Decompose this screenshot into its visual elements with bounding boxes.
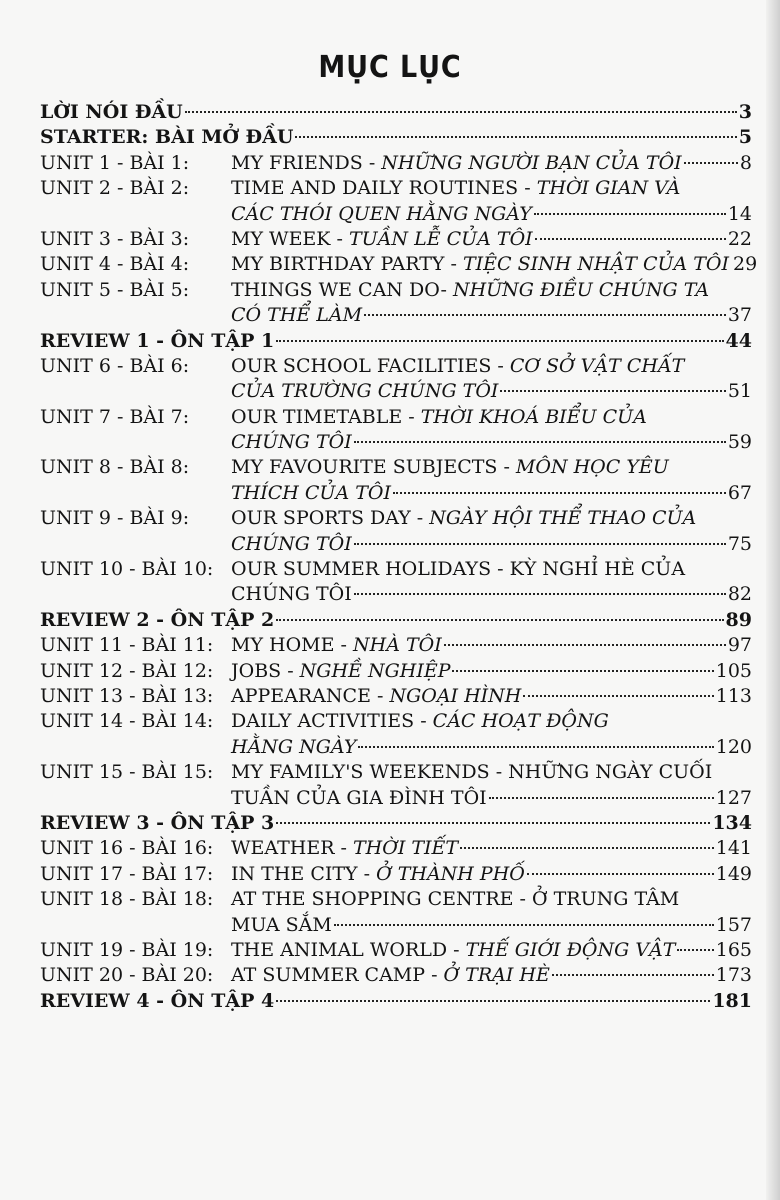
dot-leader <box>489 797 714 799</box>
toc-line <box>40 430 752 455</box>
unit-title-vi: MÔN HỌC YÊU <box>515 456 669 479</box>
toc-entry[interactable] <box>40 963 752 988</box>
toc-line <box>40 252 758 277</box>
section-title: STARTER: BÀI MỞ ĐẦU <box>40 126 294 149</box>
unit-title <box>231 278 752 303</box>
toc-row <box>231 582 752 607</box>
unit-title-vi: THỜI GIAN VÀ <box>536 177 681 200</box>
unit-title-en: MY FAVOURITE SUBJECTS - <box>231 456 516 479</box>
unit-title-en: OUR SPORTS DAY - <box>231 507 430 530</box>
dot-leader <box>527 873 714 875</box>
unit-title-en: AT SUMMER CAMP - <box>231 964 444 987</box>
toc-entry[interactable] <box>40 278 752 329</box>
toc-entry[interactable] <box>40 405 752 456</box>
unit-code: UNIT 2 - BÀI 2: <box>40 177 190 200</box>
toc-entry[interactable] <box>40 709 752 760</box>
unit-title-vi: TUẦN LỄ CỦA TÔI <box>349 227 533 250</box>
unit-code: UNIT 20 - BÀI 20: <box>40 964 214 987</box>
unit-title-en: MY BIRTHDAY PARTY - <box>231 253 463 276</box>
dot-leader <box>295 136 736 138</box>
page-number: 44 <box>725 329 752 352</box>
page-title: MỤC LỤC <box>318 50 462 85</box>
page-number: 113 <box>715 684 752 707</box>
toc-line <box>40 709 752 734</box>
toc-line <box>40 913 752 938</box>
toc-line <box>40 354 752 379</box>
unit-title <box>231 354 752 379</box>
unit-title <box>231 227 533 252</box>
unit-title-en: OUR SCHOOL FACILITIES - <box>231 354 510 377</box>
toc-line <box>40 329 752 354</box>
dot-leader <box>523 695 713 697</box>
unit-title <box>231 963 550 988</box>
table-of-contents <box>40 100 758 1014</box>
page-number: 165 <box>715 938 752 961</box>
unit-title <box>231 151 682 176</box>
toc-line <box>40 278 752 303</box>
toc-line <box>40 176 752 201</box>
page-number: 75 <box>727 532 752 555</box>
toc-entry[interactable] <box>40 100 752 125</box>
dot-leader <box>276 619 723 621</box>
toc-line <box>40 405 752 430</box>
unit-title <box>231 836 458 861</box>
toc-line <box>40 938 752 963</box>
unit-code: UNIT 16 - BÀI 16: <box>40 837 214 860</box>
toc-line <box>40 786 752 811</box>
toc-entry[interactable] <box>40 938 752 963</box>
unit-code: UNIT 13 - BÀI 13: <box>40 684 214 707</box>
toc-entry[interactable] <box>40 455 752 506</box>
unit-code: UNIT 11 - BÀI 11: <box>40 634 214 657</box>
page-number: 37 <box>727 304 752 327</box>
toc-line <box>40 532 752 557</box>
dot-leader <box>358 746 713 748</box>
unit-title-vi-cont: CHÚNG TÔI <box>231 532 352 555</box>
toc-row <box>231 202 752 227</box>
toc-row <box>40 125 752 150</box>
dot-leader <box>452 670 713 672</box>
page-number: 120 <box>715 735 752 758</box>
page-number: 67 <box>727 481 752 504</box>
page-number: 173 <box>715 964 752 987</box>
page-number: 141 <box>715 837 752 860</box>
unit-code: UNIT 7 - BÀI 7: <box>40 405 190 428</box>
toc-entry[interactable] <box>40 659 752 684</box>
dot-leader <box>534 213 726 215</box>
page-number: 5 <box>738 126 752 149</box>
toc-line <box>40 125 752 150</box>
page-edge-shadow <box>766 0 780 1200</box>
page-number: 105 <box>715 659 752 682</box>
toc-entry[interactable] <box>40 684 752 709</box>
toc-line <box>40 151 752 176</box>
unit-title-vi: NHỮNG ĐIỀU CHÚNG TA <box>452 278 710 301</box>
section-title: REVIEW 2 - ÔN TẬP 2 <box>40 608 275 631</box>
unit-title-vi-cont: CÁC THÓI QUEN HẰNG NGÀY <box>231 202 532 225</box>
section-title: REVIEW 4 - ÔN TẬP 4 <box>40 989 275 1012</box>
page-number: 127 <box>715 786 752 809</box>
unit-title-vi-cont: CHÚNG TÔI <box>231 431 352 454</box>
toc-entry[interactable] <box>40 506 752 557</box>
toc-line <box>40 379 752 404</box>
page-number: 29 <box>733 253 758 276</box>
toc-row <box>40 811 752 836</box>
dot-leader <box>185 111 737 113</box>
dot-leader <box>444 644 726 646</box>
unit-title-vi-cont: CỦA TRƯỜNG CHÚNG TÔI <box>231 380 499 403</box>
section-title: LỜI NÓI ĐẦU <box>40 101 183 123</box>
toc-line <box>40 989 752 1014</box>
toc-row <box>231 227 752 252</box>
toc-entry[interactable] <box>40 760 752 811</box>
unit-title-vi-cont: CÓ THỂ LÀM <box>231 304 363 327</box>
toc-row <box>231 913 752 938</box>
unit-title-en: APPEARANCE - <box>231 684 390 707</box>
unit-title-vi: THỜI KHOÁ BIỂU CỦA <box>420 405 647 428</box>
toc-entry[interactable] <box>40 329 752 354</box>
unit-title <box>231 455 752 480</box>
dot-leader <box>500 390 725 392</box>
unit-code: UNIT 14 - BÀI 14: <box>40 710 214 733</box>
unit-title-en-cont: CHÚNG TÔI <box>231 583 352 606</box>
dot-leader <box>276 1000 710 1002</box>
unit-title-vi: THỜI TIẾT <box>353 837 459 860</box>
unit-title <box>231 633 442 658</box>
unit-title-en-cont: TUẦN CỦA GIA ĐÌNH TÔI <box>231 786 487 809</box>
unit-title-vi: NGHỀ NGHIỆP <box>299 659 451 682</box>
page-number: 82 <box>727 583 752 606</box>
unit-title <box>231 506 752 531</box>
toc-line <box>40 963 752 988</box>
unit-title-en: OUR SUMMER HOLIDAYS - KỲ NGHỈ HÈ CỦA <box>231 558 686 581</box>
unit-title-vi: NHÀ TÔI <box>353 634 442 657</box>
unit-title <box>231 709 752 734</box>
toc-line <box>40 684 752 709</box>
dot-leader <box>334 924 714 926</box>
toc-line <box>40 633 752 658</box>
dot-leader <box>276 822 710 824</box>
toc-entry[interactable] <box>40 989 752 1014</box>
page-number: 134 <box>712 811 752 834</box>
unit-title-vi: THẾ GIỚI ĐỘNG VẬT <box>465 938 676 961</box>
toc-row <box>231 862 752 887</box>
unit-title-vi-cont: THÍCH CỦA TÔI <box>231 481 391 504</box>
toc-entry[interactable] <box>40 633 752 658</box>
unit-title-en: THINGS WE CAN DO- <box>231 278 453 301</box>
page-number: 97 <box>727 634 752 657</box>
unit-code: UNIT 1 - BÀI 1: <box>40 151 190 174</box>
toc-entry[interactable] <box>40 862 752 887</box>
unit-title-vi-cont: HẰNG NGÀY <box>231 735 357 758</box>
toc-row <box>231 430 752 455</box>
toc-line <box>40 303 752 328</box>
toc-line <box>40 557 752 582</box>
page-number: 149 <box>715 862 752 885</box>
unit-title <box>231 938 675 963</box>
unit-title-en: MY FAMILY'S WEEKENDS - NHỮNG NGÀY CUỐI <box>231 761 713 784</box>
unit-code: UNIT 12 - BÀI 12: <box>40 659 214 682</box>
toc-entry[interactable] <box>40 227 752 252</box>
unit-code: UNIT 9 - BÀI 9: <box>40 507 190 530</box>
unit-title <box>231 659 450 684</box>
unit-title-en: TIME AND DAILY ROUTINES - <box>231 177 537 200</box>
toc-entry[interactable] <box>40 836 752 861</box>
toc-row <box>231 532 752 557</box>
page-number: 51 <box>727 380 752 403</box>
dot-leader <box>354 441 726 443</box>
unit-title <box>231 684 521 709</box>
toc-row <box>231 252 758 277</box>
toc-line <box>40 506 752 531</box>
toc-row <box>231 684 752 709</box>
toc-row <box>40 329 752 354</box>
toc-row <box>231 151 752 176</box>
page-number: 89 <box>725 608 752 631</box>
toc-row <box>40 989 752 1014</box>
section-title: REVIEW 3 - ÔN TẬP 3 <box>40 811 275 834</box>
unit-title-en-cont: MUA SẮM <box>231 913 332 936</box>
dot-leader <box>460 847 714 849</box>
unit-title-vi: Ở THÀNH PHỐ <box>376 862 525 885</box>
unit-title-en: WEATHER - <box>231 837 353 860</box>
page-number: 157 <box>715 913 752 936</box>
toc-entry[interactable] <box>40 608 752 633</box>
unit-title-vi: NGOẠI HÌNH <box>389 684 522 707</box>
dot-leader <box>684 162 738 164</box>
unit-title <box>231 862 525 887</box>
unit-title-en: MY WEEK - <box>231 227 349 250</box>
unit-title-en: OUR TIMETABLE - <box>231 405 421 428</box>
toc-row <box>231 379 752 404</box>
unit-title-en: MY HOME - <box>231 634 354 657</box>
page-number: 59 <box>727 431 752 454</box>
dot-leader <box>393 492 726 494</box>
toc-line <box>40 887 752 912</box>
toc-line <box>40 862 752 887</box>
dot-leader <box>276 340 723 342</box>
toc-row <box>231 786 752 811</box>
toc-line <box>40 202 752 227</box>
toc-row <box>40 608 752 633</box>
toc-row <box>231 303 752 328</box>
unit-title <box>231 176 752 201</box>
unit-title <box>231 760 752 785</box>
dot-leader <box>677 949 713 951</box>
toc-entry[interactable] <box>40 811 752 836</box>
toc-entry[interactable] <box>40 557 752 608</box>
unit-title <box>231 557 752 582</box>
page-number: 3 <box>738 101 752 123</box>
toc-row <box>231 633 752 658</box>
toc-line <box>40 582 752 607</box>
unit-code: UNIT 5 - BÀI 5: <box>40 278 190 301</box>
unit-title-vi: Ở TRẠI HÈ <box>443 964 550 987</box>
unit-code: UNIT 19 - BÀI 19: <box>40 938 214 961</box>
unit-title-en: JOBS - <box>231 659 300 682</box>
toc-entry[interactable] <box>40 354 752 405</box>
toc-row <box>231 836 752 861</box>
unit-title <box>231 252 729 277</box>
toc-line <box>40 811 752 836</box>
unit-title <box>231 887 752 912</box>
toc-line <box>40 455 752 480</box>
unit-title-en: DAILY ACTIVITIES - <box>231 710 433 733</box>
toc-line <box>40 735 752 760</box>
section-title: REVIEW 1 - ÔN TẬP 1 <box>40 329 275 352</box>
unit-title-en: MY FRIENDS - <box>231 151 382 174</box>
toc-line <box>40 608 752 633</box>
unit-code: UNIT 3 - BÀI 3: <box>40 227 190 250</box>
page-number: 14 <box>727 202 752 225</box>
unit-title-en: THE ANIMAL WORLD - <box>231 938 466 961</box>
unit-title-vi: NGÀY HỘI THỂ THAO CỦA <box>429 507 697 530</box>
unit-code: UNIT 4 - BÀI 4: <box>40 253 190 276</box>
page-number: 181 <box>712 989 752 1012</box>
dot-leader <box>354 543 726 545</box>
toc-row <box>231 963 752 988</box>
toc-entry[interactable] <box>40 252 758 277</box>
toc-line <box>40 659 752 684</box>
toc-entry[interactable] <box>40 125 752 150</box>
unit-code: UNIT 8 - BÀI 8: <box>40 456 190 479</box>
toc-line <box>40 760 752 785</box>
unit-code: UNIT 10 - BÀI 10: <box>40 558 214 581</box>
dot-leader <box>354 593 726 595</box>
unit-title-en: AT THE SHOPPING CENTRE - Ở TRUNG TÂM <box>231 888 680 911</box>
unit-title-vi: TIỆC SINH NHẬT CỦA TÔI <box>462 253 730 276</box>
unit-code: UNIT 18 - BÀI 18: <box>40 888 214 911</box>
toc-row <box>231 938 752 963</box>
page-number: 22 <box>727 227 752 250</box>
toc-entry[interactable] <box>40 887 752 938</box>
unit-code: UNIT 15 - BÀI 15: <box>40 761 214 784</box>
toc-row <box>40 100 752 125</box>
unit-code: UNIT 6 - BÀI 6: <box>40 354 190 377</box>
dot-leader <box>535 238 726 240</box>
dot-leader <box>364 314 726 316</box>
unit-title-vi: CÁC HOẠT ĐỘNG <box>432 710 609 733</box>
toc-entry[interactable] <box>40 151 752 176</box>
unit-title-en: IN THE CITY - <box>231 862 377 885</box>
unit-title-vi: NHỮNG NGƯỜI BẠN CỦA TÔI <box>381 151 682 174</box>
page-number: 8 <box>739 151 752 174</box>
unit-code: UNIT 17 - BÀI 17: <box>40 862 214 885</box>
toc-row <box>231 659 752 684</box>
toc-line <box>40 481 752 506</box>
unit-title-vi: CƠ SỞ VẬT CHẤT <box>509 354 685 377</box>
toc-line <box>40 836 752 861</box>
toc-entry[interactable] <box>40 176 752 227</box>
toc-row <box>231 735 752 760</box>
dot-leader <box>552 974 714 976</box>
toc-line <box>40 100 752 125</box>
unit-title <box>231 405 752 430</box>
toc-line <box>40 227 752 252</box>
toc-row <box>231 481 752 506</box>
